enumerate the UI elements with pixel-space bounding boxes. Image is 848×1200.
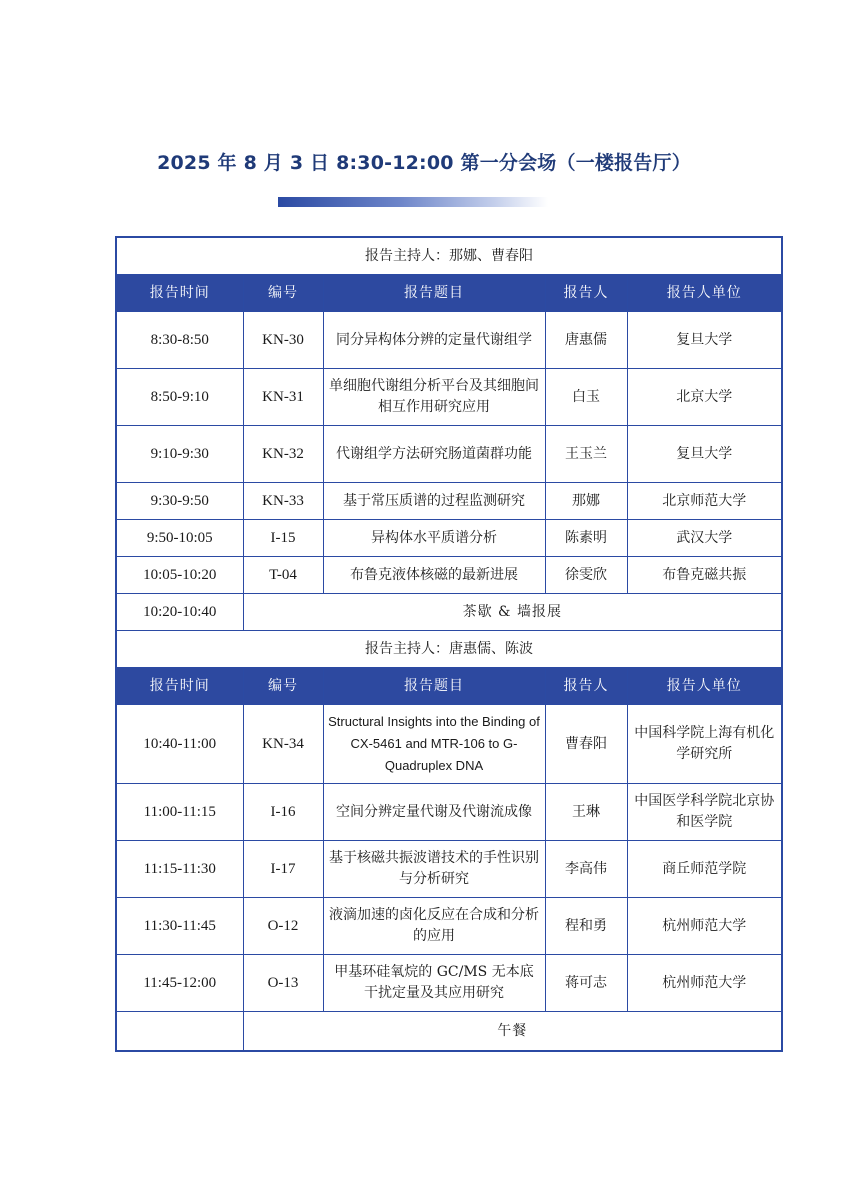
row-unit: 中国科学院上海有机化学研究所	[627, 705, 782, 784]
header-code: 编号	[243, 668, 323, 705]
row-unit: 杭州师范大学	[627, 898, 782, 955]
row-topic: Structural Insights into the Binding of CX-5461 and MTR-106 to G-Quadruplex DNA	[323, 705, 545, 784]
row-unit: 商丘师范学院	[627, 841, 782, 898]
row-unit: 北京师范大学	[627, 483, 782, 520]
row-speaker: 白玉	[545, 369, 627, 426]
row-speaker: 蒋可志	[545, 955, 627, 1012]
row-code: O-13	[243, 955, 323, 1012]
row-time: 10:05-10:20	[116, 557, 243, 594]
table-row	[116, 483, 782, 520]
row-time: 11:00-11:15	[116, 784, 243, 841]
row-speaker: 陈素明	[545, 520, 627, 557]
row-topic: 代谢组学方法研究肠道菌群功能	[323, 426, 545, 483]
row-time: 10:40-11:00	[116, 705, 243, 784]
lunch-row	[116, 1012, 782, 1052]
row-speaker: 程和勇	[545, 898, 627, 955]
table-row	[116, 369, 782, 426]
title-underline-bar	[278, 197, 548, 207]
row-time: 8:30-8:50	[116, 312, 243, 369]
header-unit: 报告人单位	[627, 275, 782, 312]
row-code: O-12	[243, 898, 323, 955]
row-topic: 布鲁克液体核磁的最新进展	[323, 557, 545, 594]
page-title: 2025 年 8 月 3 日 8:30-12:00 第一分会场（一楼报告厅）	[157, 152, 691, 174]
header-topic: 报告题目	[323, 668, 545, 705]
header-topic: 报告题目	[323, 275, 545, 312]
row-code: KN-31	[243, 369, 323, 426]
table-row	[116, 426, 782, 483]
lunch-time	[116, 1012, 243, 1052]
row-speaker: 徐雯欣	[545, 557, 627, 594]
header-speaker: 报告人	[545, 668, 627, 705]
row-code: KN-32	[243, 426, 323, 483]
session-host-row	[116, 237, 782, 275]
row-unit: 复旦大学	[627, 312, 782, 369]
row-speaker: 曹春阳	[545, 705, 627, 784]
row-time: 11:30-11:45	[116, 898, 243, 955]
row-unit: 杭州师范大学	[627, 955, 782, 1012]
row-code: T-04	[243, 557, 323, 594]
row-speaker: 李高伟	[545, 841, 627, 898]
row-time: 9:10-9:30	[116, 426, 243, 483]
row-code: KN-34	[243, 705, 323, 784]
row-unit: 中国医学科学院北京协和医学院	[627, 784, 782, 841]
row-code: KN-30	[243, 312, 323, 369]
table-row	[116, 784, 782, 841]
row-speaker: 那娜	[545, 483, 627, 520]
table-row	[116, 898, 782, 955]
row-time: 9:30-9:50	[116, 483, 243, 520]
row-time: 9:50-10:05	[116, 520, 243, 557]
break-time: 10:20-10:40	[116, 594, 243, 631]
break-label: 茶歇 & 墙报展	[243, 594, 782, 631]
row-topic: 异构体水平质谱分析	[323, 520, 545, 557]
row-topic: 液滴加速的卤化反应在合成和分析的应用	[323, 898, 545, 955]
session-host: 报告主持人：唐惠儒、陈波	[116, 631, 782, 668]
header-speaker: 报告人	[545, 275, 627, 312]
row-time: 11:45-12:00	[116, 955, 243, 1012]
header-unit: 报告人单位	[627, 668, 782, 705]
row-code: I-16	[243, 784, 323, 841]
row-code: I-17	[243, 841, 323, 898]
row-speaker: 唐惠儒	[545, 312, 627, 369]
table-row	[116, 520, 782, 557]
lunch-label: 午餐	[243, 1012, 782, 1052]
table-header-row	[116, 668, 782, 705]
row-topic: 甲基环硅氧烷的 GC/MS 无本底干扰定量及其应用研究	[323, 955, 545, 1012]
row-code: I-15	[243, 520, 323, 557]
row-topic: 单细胞代谢组分析平台及其细胞间相互作用研究应用	[323, 369, 545, 426]
row-code: KN-33	[243, 483, 323, 520]
table-row	[116, 705, 782, 784]
row-time: 8:50-9:10	[116, 369, 243, 426]
session-host: 报告主持人：那娜、曹春阳	[116, 237, 782, 275]
table-row	[116, 955, 782, 1012]
schedule-table	[115, 236, 783, 1052]
header-time: 报告时间	[116, 668, 243, 705]
header-time: 报告时间	[116, 275, 243, 312]
table-header-row	[116, 275, 782, 312]
row-speaker: 王琳	[545, 784, 627, 841]
table-row	[116, 312, 782, 369]
row-time: 11:15-11:30	[116, 841, 243, 898]
header-code: 编号	[243, 275, 323, 312]
break-row	[116, 594, 782, 631]
row-speaker: 王玉兰	[545, 426, 627, 483]
row-topic: 基于核磁共振波谱技术的手性识别与分析研究	[323, 841, 545, 898]
row-topic: 空间分辨定量代谢及代谢流成像	[323, 784, 545, 841]
row-unit: 武汉大学	[627, 520, 782, 557]
row-unit: 复旦大学	[627, 426, 782, 483]
session-host-row	[116, 631, 782, 668]
table-row	[116, 841, 782, 898]
table-row	[116, 557, 782, 594]
row-topic: 同分异构体分辨的定量代谢组学	[323, 312, 545, 369]
row-unit: 布鲁克磁共振	[627, 557, 782, 594]
row-unit: 北京大学	[627, 369, 782, 426]
row-topic: 基于常压质谱的过程监测研究	[323, 483, 545, 520]
